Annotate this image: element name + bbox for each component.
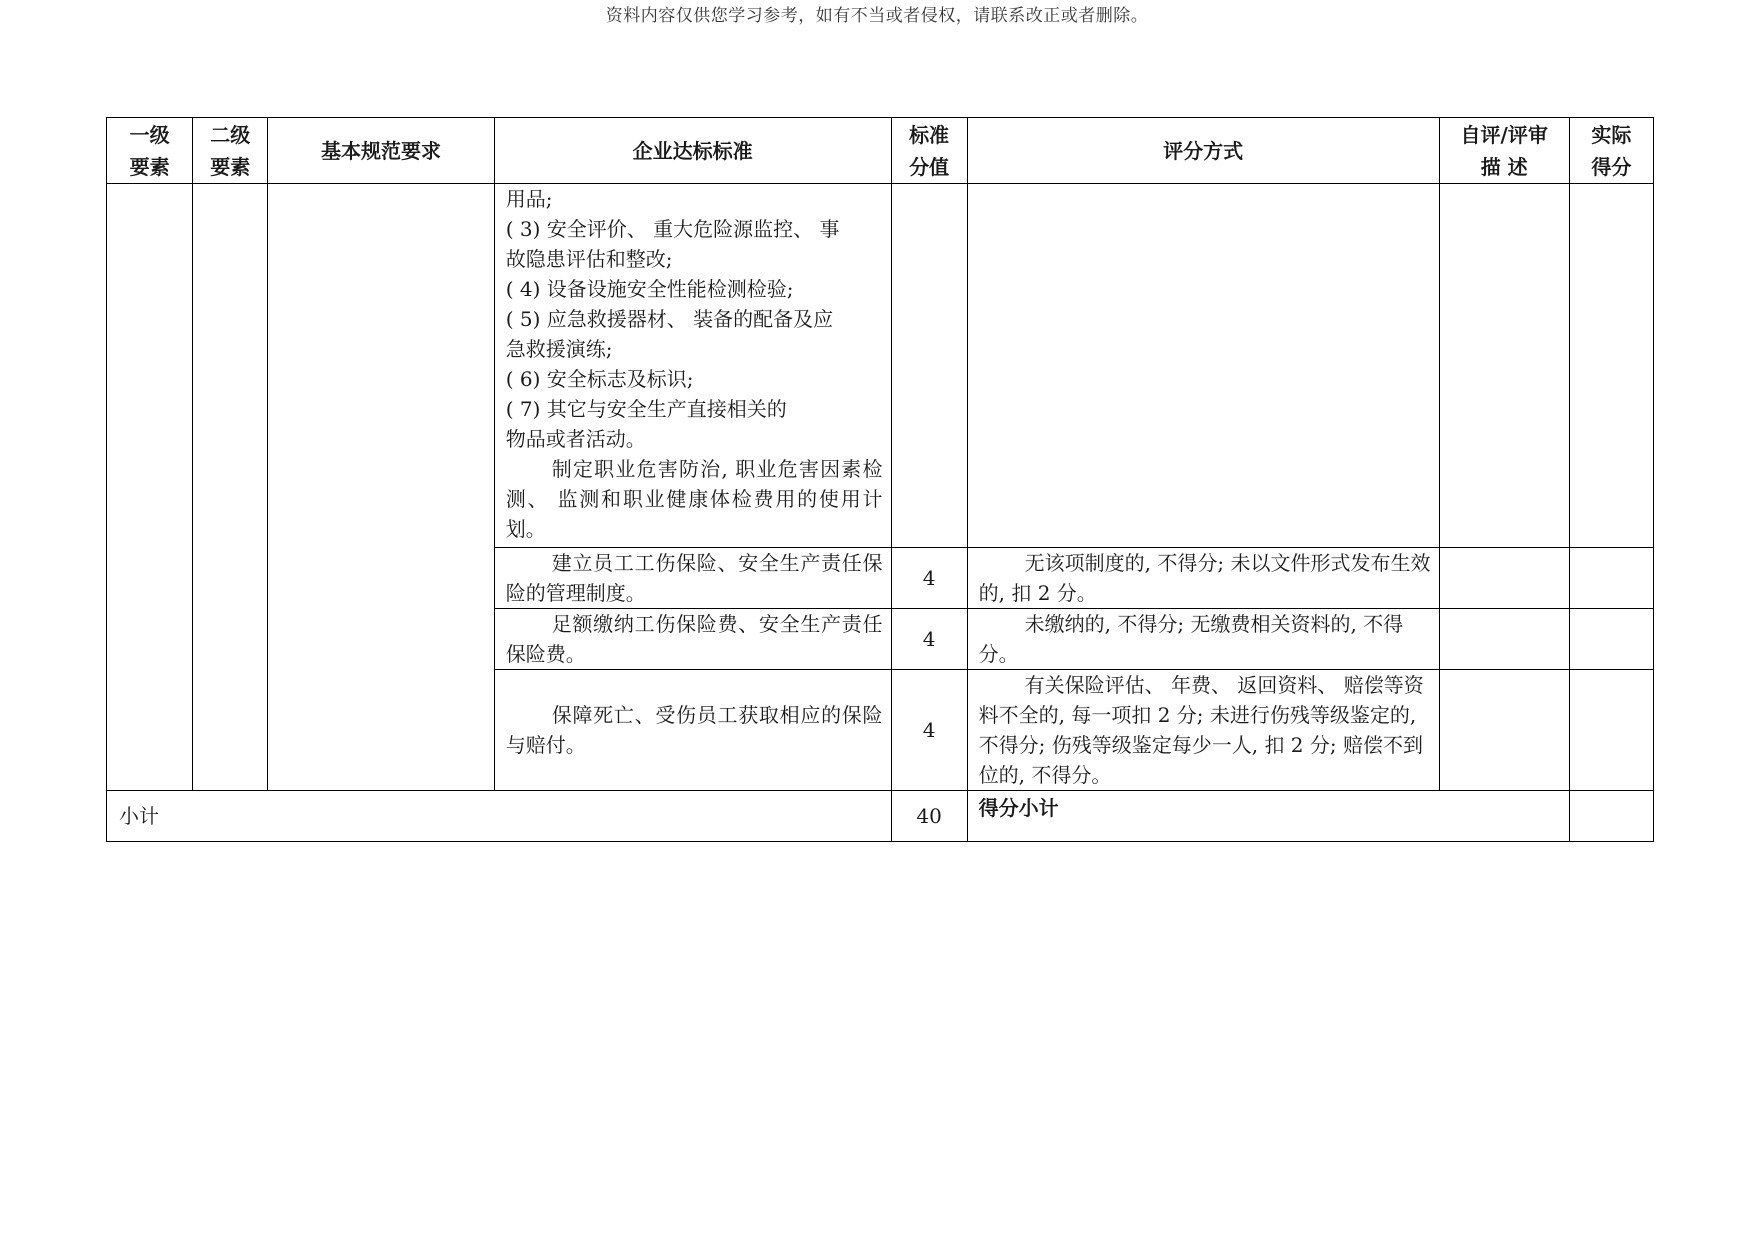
self-review-cell xyxy=(1439,609,1569,670)
header-basic-requirement: 基本规范要求 xyxy=(268,118,494,184)
method-cell: 无该项制度的, 不得分; 未以文件形式发布生效的, 扣 2 分。 xyxy=(967,548,1439,609)
score-subtotal-label: 得分小计 xyxy=(967,791,1569,842)
self-review-cell xyxy=(1439,548,1569,609)
level2-cell xyxy=(193,184,268,791)
watermark-text: 资料内容仅供您学习参考，如有不当或者侵权，请联系改正或者删除。 xyxy=(605,6,1149,26)
subtotal-row xyxy=(107,791,1654,842)
header-standard-score: 标准 分值 xyxy=(891,118,967,184)
level1-cell xyxy=(107,184,193,791)
header-level1-element: 一级 要素 xyxy=(107,118,193,184)
table-row xyxy=(107,184,1654,548)
method-cell: 未缴纳的, 不得分; 无缴费相关资料的, 不得分。 xyxy=(967,609,1439,670)
self-review-cell xyxy=(1439,670,1569,791)
method-cell xyxy=(967,184,1439,548)
standard-cell: 建立员工工伤保险、安全生产责任保险的管理制度。 xyxy=(494,548,891,609)
actual-score-cell xyxy=(1569,670,1653,791)
subtotal-label: 小计 xyxy=(107,791,892,842)
score-cell: 4 xyxy=(891,548,967,609)
subtotal-score: 40 xyxy=(891,791,967,842)
score-subtotal-value xyxy=(1569,791,1653,842)
standard-cell: 用品; ( 3) 安全评价、 重大危险源监控、 事 故隐患评估和整改; ( 4) 设备设施安全性能检测检验; ( 5) 应急救援器材、 装备的配备及应 急救援演练; ( 6) 安全标志及标识; ( 7) 其它与安全生产直接相关的 物品或者活动。 制定职业危害防治, 职业危害因素检测、 监测和职业健康体检费用的使用计划。 xyxy=(494,184,891,548)
score-cell: 4 xyxy=(891,670,967,791)
header-enterprise-standard: 企业达标标准 xyxy=(494,118,891,184)
method-cell: 有关保险评估、 年费、 返回资料、 赔偿等资料不全的, 每一项扣 2 分; 未进行伤残等级鉴定的, 不得分; 伤残等级鉴定每少一人, 扣 2 分; 赔偿不到位的, 不得分。 xyxy=(967,670,1439,791)
actual-score-cell xyxy=(1569,548,1653,609)
standard-cell: 足额缴纳工伤保险费、安全生产责任保险费。 xyxy=(494,609,891,670)
table-header-row xyxy=(107,118,1654,184)
score-cell xyxy=(891,184,967,548)
header-scoring-method: 评分方式 xyxy=(967,118,1439,184)
header-self-review: 自评/评审 描 述 xyxy=(1439,118,1569,184)
self-review-cell xyxy=(1439,184,1569,548)
header-level2-element: 二级 要素 xyxy=(193,118,268,184)
header-actual-score: 实际 得分 xyxy=(1569,118,1653,184)
actual-score-cell xyxy=(1569,184,1653,548)
actual-score-cell xyxy=(1569,609,1653,670)
standard-cell: 保障死亡、受伤员工获取相应的保险与赔付。 xyxy=(494,670,891,791)
score-cell: 4 xyxy=(891,609,967,670)
evaluation-table xyxy=(106,117,1654,842)
basic-requirement-cell xyxy=(268,184,494,791)
